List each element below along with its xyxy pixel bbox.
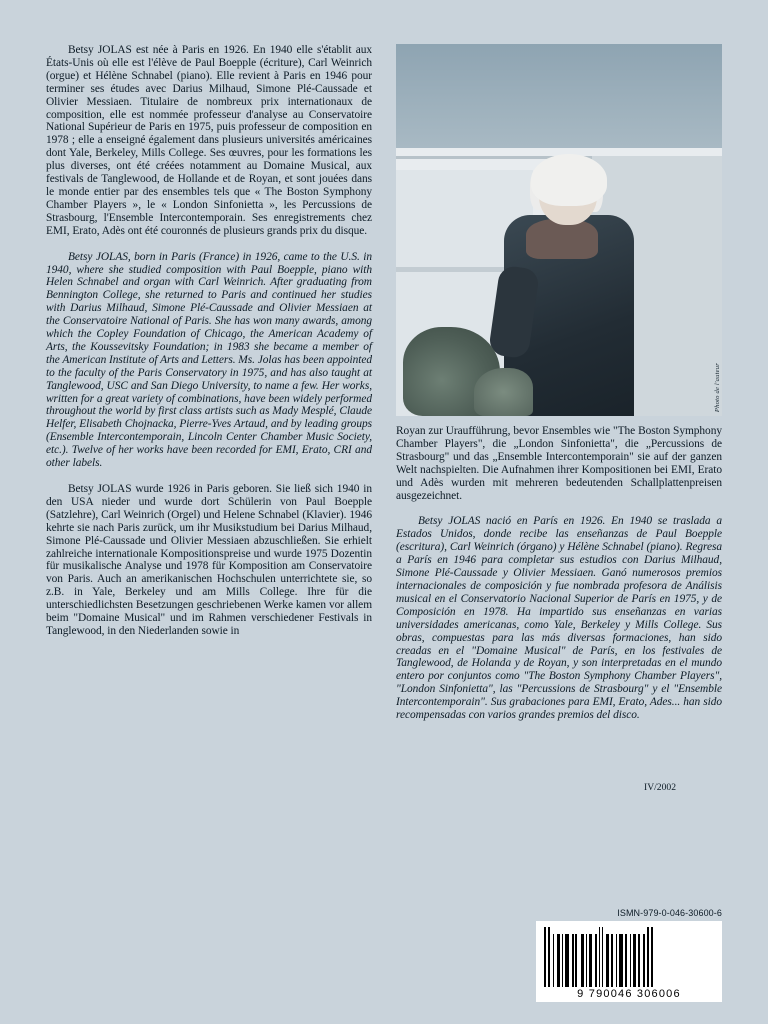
photo-shrub-small xyxy=(474,368,533,416)
barcode-number: 9 790046 306006 xyxy=(577,988,681,1000)
biography-english-text: Betsy JOLAS, born in Paris (France) in 1926, came to the U.S. in 1940, where she studied composition with Paul Boepple, piano with Helen Schnabel and organ with Carl Weinrich. After graduating from Bennington College, she returned to Paris and continued her studies with Darius Milhaud, Simone Plé-Caussade and Olivier Messiaen at the Conservatoire National of Paris. She has won many awards, among which the Copley Foundation of Chicago, the American Academy of Arts, the Koussevitsky Foundation; in 1983 she became a member of the American Institute of Arts and Letters. Ms. Jolas has been appointed to the faculty of the Paris Conservatory in 1975, and has also taught at Tanglewood, USC and San Diego University, to name a few. Her works, written for a great variety of combinations, have been widely performed throughout the world by first class artists such as Mady Mesplé, Claude Helfer, Elisabeth Chojnacka, Pierre-Yves Artaud, and by leading groups (Ensemble Intercontemporain, Lincoln Center Chamber Music Society, etc.). Twelve of her works have been recorded for EMI, Erato, CRI and other labels. xyxy=(46,250,372,470)
isbn-text: ISMN-979-0-046-30600-6 xyxy=(617,908,722,918)
barcode-image xyxy=(536,921,722,1002)
photo-person-hair xyxy=(531,154,607,206)
portrait-photo-container xyxy=(396,44,722,416)
biography-english xyxy=(46,251,372,470)
barcode-bar xyxy=(651,927,653,987)
biography-spanish xyxy=(396,515,722,722)
biography-spanish-text: Betsy JOLAS nació en París en 1926. En 1940 se traslada a Estados Unidos, donde recibe las enseñanzas de Paul Boepple (escritura), Carl Weinrich (órgano) y Hélène Schnabel (piano). Regresa a París en 1946 para completar sus estudios con Darius Milhaud, Simone Plé-Caussade y Olivier Messiaen. Ganó numerosos premios internacionales de composición y fue nombrada profesora de Análisis musical en el Conservatorio Nacional Superior de París en 1975, y de Composición en 1978. Ha impartido sus enseñanzas en varias universidades americanas, como Yale, Berkeley y Mills College. Sus obras, compuestas para las más diversas formaciones, han sido creadas en el "Domaine Musical" de París, en los festivales de Tanglewood, de Holanda y de Royan, y son interpretadas en el mundo entero por conjuntos como "The Boston Symphony Chamber Players", "London Sinfonietta", las "Percussions de Strasbourg" y el "Ensemble Intercontemporain". Sus grabaciones para EMI, Erato, Ades... han sido recompensadas con varios grandes premios del disco. xyxy=(396,515,722,722)
biography-german-part2 xyxy=(396,425,722,502)
portrait-photograph xyxy=(396,44,722,416)
barcode-block xyxy=(536,908,722,1002)
biography-german-part2-text: Royan zur Uraufführung, bevor Ensembles wie "The Boston Symphony Chamber Players", die „London Sinfonietta", die „Percussions de Strasbourg" und das „Ensemble Intercontemporain" sie auf der ganzen Welt nachspielten. Die Aufnahmen ihrer Kompositionen bei EMI, Erato und Adès wurden mit mehreren bedeutenden Schallplattenpreisen ausgezeichnet. xyxy=(396,425,722,502)
biography-french xyxy=(46,44,372,238)
biography-german-part1 xyxy=(46,483,372,638)
left-column xyxy=(46,44,372,651)
plate-number: IV/2002 xyxy=(644,782,676,793)
right-column xyxy=(396,44,722,735)
biography-german-part1-text: Betsy JOLAS wurde 1926 in Paris geboren. Sie ließ sich 1940 in den USA nieder und wurde dort Schülerin von Paul Boepple (Satzlehre), Carl Weinrich (Orgel) und Helene Schnabel (Klavier). 1946 kehrte sie nach Paris zurück, um ihr Musikstudium bei Darius Milhaud, Simone Plé-Caussade und Olivier Messiaen abzuschließen. Sie erhielt zahlreiche internationale Kompositionspreise und wurde 1975 Dozentin für musikalische Analyse und 1978 für Komposition am Conservatoire von Paris. Auch an amerikanischen Hochschulen unterrichtete sie, so z.B. in Yale, Berkeley und am Mills College. Ihre für die unterschiedlichsten Besetzungen geschriebenen Werke kamen vor allem beim "Domaine Musical" und im Rahmen verschiedener Festivals in Tanglewood, in den Niederlanden sowie in xyxy=(46,483,372,637)
photo-credit: Photo de l'auteur xyxy=(714,362,721,412)
barcode-bars xyxy=(544,927,714,987)
biography-french-text: Betsy JOLAS est née à Paris en 1926. En 1940 elle s'établit aux États-Unis où elle est l'élève de Paul Boepple (écriture), Carl Weinrich (orgue) et Hélène Schnabel (piano). Elle revient à Paris en 1946 pour terminer ses études avec Darius Milhaud, Simone Plé-Caussade et Olivier Messiaen. Titulaire de nombreux prix internationaux de composition, elle est nommée professeur d'analyse au Conservatoire National Supérieur de Paris en 1975, puis professeur de composition en 1978 ; elle a enseigné également dans plusieurs universités américaines dont Yale, Berkeley, Mills College. Ses œuvres, pour les formations les plus diverses, ont été créées notamment au Domaine Musical, aux festivals de Tanglewood, de Hollande et de Royan, et sont jouées dans le monde entier par des ensembles tels que « The Boston Symphony Chamber Players », le « London Sinfonietta », les Percussions de Strasbourg, l'Ensemble Intercontemporain. Ses enregistrements chez EMI, Erato, Adès ont été couronnés de plusieurs grands prix du disque. xyxy=(46,44,372,237)
